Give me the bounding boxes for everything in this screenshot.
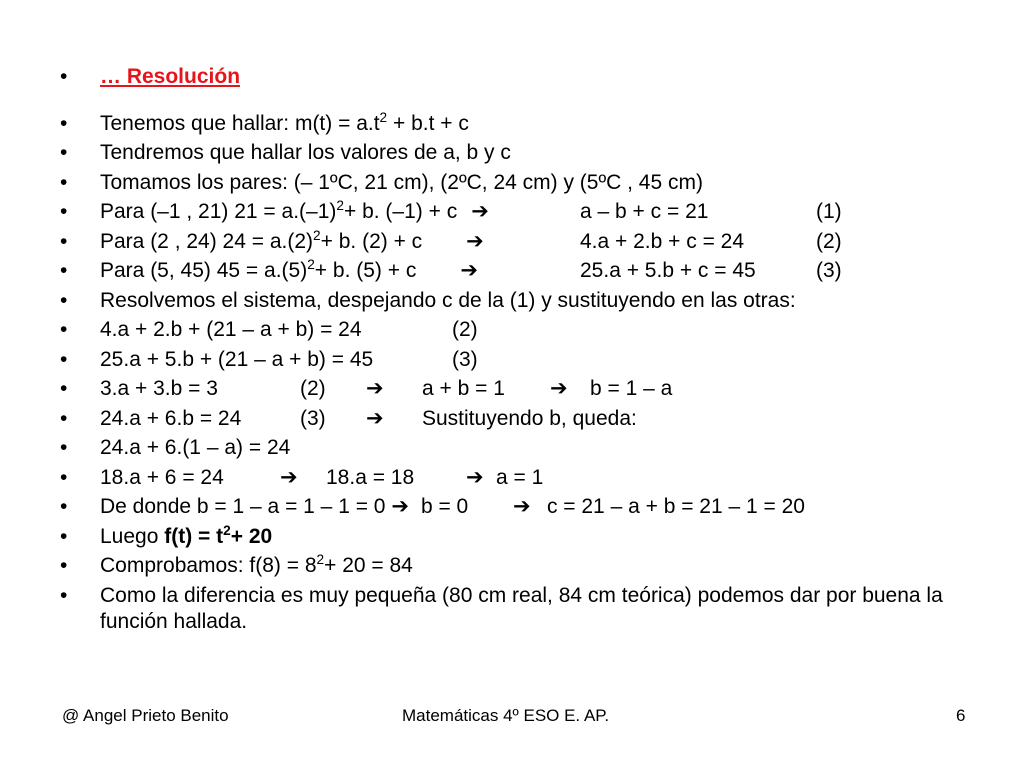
bullet-result-function <box>60 522 1000 552</box>
bullet-text: Para (–1 , 21) $21 = a.(-1)^2+ b$. (–1) + c ➔ a – b + c = 21 (1) <box>100 197 1000 227</box>
bullet-pair-1 <box>60 197 1000 227</box>
bullet-text: Comprobamos: $f(8) = 8^2+ 20 = 84$ <box>100 551 413 577</box>
bullet-text: Tomamos los pares: (– 1ºC, 21 cm), (2ºC, 24 cm) y (5ºC , 45 cm) <box>100 170 703 194</box>
bullet-dot: • <box>60 583 68 607</box>
bullet-equation-form <box>60 109 1000 139</box>
bullet-substitution-2 <box>60 315 1000 345</box>
bullet-dot: • <box>60 406 68 430</box>
bullet-dot: • <box>60 436 68 459</box>
bullet-text: Tendremos que hallar los valores de a, b y c <box>100 141 511 164</box>
bullet-text: De donde b = 1 – a = 1 – 1 = 0 ➔ b = 0 ➔ c = 21 – a + b = 21 – 1 = 20 <box>100 492 1000 522</box>
arrow-icon: ➔ <box>466 228 484 253</box>
slide-heading: … Resolución <box>100 65 241 88</box>
arrow-icon: ➔ <box>512 494 531 518</box>
equation-number: (3) <box>452 347 478 371</box>
superscript: 2 <box>316 551 325 567</box>
bullet-text: 25.a + 5.b + (21 – a + b) = 45 (3) <box>100 347 478 371</box>
bullet-dot: • <box>60 111 68 135</box>
bullet-text: Luego $f(t) = t^2+ 20$ <box>100 522 273 548</box>
equation-number: (1) <box>816 200 842 223</box>
bullet-text: Resolvemos el sistema, despejando c de la (1) y sustituyendo en las otras: <box>100 288 796 312</box>
bullet-dot: • <box>60 170 68 194</box>
bullet-dot: • <box>60 318 68 341</box>
bullet-text: 4.a + 2.b + (21 – a + b) = 24 (2) <box>100 318 478 341</box>
bullet-dot: • <box>60 229 68 253</box>
bullet-dot: • <box>60 259 68 282</box>
superscript: 2 <box>313 227 321 243</box>
bullet-substitution-3 <box>60 345 1000 375</box>
slide-content <box>60 62 1000 635</box>
bullet-pair-2 <box>60 227 1000 257</box>
bullet-dot: • <box>60 524 68 548</box>
bullet-text: Para (2 , 24) $24 = a.(2)^2+ b$. (2) + c ➔ 4.a + 2.b + c = 24 (2) <box>100 227 1000 257</box>
bullet-dot: • <box>60 288 68 312</box>
bullet-pairs <box>60 168 1000 198</box>
bullet-text: Tenemos que hallar: $m(t) = a.t^2 + b.t + c$ <box>100 109 469 135</box>
bullet-check <box>60 551 1000 581</box>
bullet-text: 24.a + 6.b = 24 (3) ➔ Sustituyendo b, queda: <box>100 404 1000 434</box>
bullet-pair-3 <box>60 256 1000 286</box>
arrow-icon: ➔ <box>366 405 384 430</box>
bullet-solve-system <box>60 286 1000 316</box>
equation-number: (3) <box>300 406 326 430</box>
superscript: 2 <box>379 109 388 125</box>
bullet-dot: • <box>60 347 68 371</box>
superscript: 2 <box>223 522 231 538</box>
equation-result: 25.a + 5.b + c = 45 <box>580 259 756 282</box>
bullet-conclusion <box>60 581 1000 635</box>
bullet-text: 3.a + 3.b = 3 (2) ➔ a + b = 1 ➔ b = 1 – a <box>100 374 1000 404</box>
bullet-dot: • <box>60 554 68 577</box>
superscript: 2 <box>307 256 315 272</box>
bullet-text: Como la diferencia es muy pequeña (80 cm real, 84 cm teórica) podemos dar por buena la función hallada. <box>100 583 943 633</box>
footer-page-number: 6 <box>956 706 966 725</box>
bullet-text: Para (5, 45) $45 = a.(5)^2+ b$. (5) + c ➔ 25.a + 5.b + c = 45 (3) <box>100 256 1000 286</box>
arrow-icon: ➔ <box>550 376 568 400</box>
arrow-icon: ➔ <box>466 464 484 489</box>
arrow-icon: ➔ <box>460 258 478 282</box>
bullet-simplify-2 <box>60 374 1000 404</box>
superscript: 2 <box>336 197 344 213</box>
bullet-dot: • <box>60 465 68 489</box>
bullet-dot: • <box>60 141 68 164</box>
bullet-text: 24.a + 6.(1 – a) = 24 <box>100 436 291 459</box>
bullet-dot: • <box>60 377 68 400</box>
bullet-text: 18.a + 6 = 24 ➔ 18.a = 18 ➔ a = 1 <box>100 463 1000 493</box>
footer-author: @ Angel Prieto Benito <box>62 706 229 725</box>
equation-number: (2) <box>452 318 478 341</box>
arrow-icon: ➔ <box>471 199 489 223</box>
bullet-heading <box>60 62 1000 92</box>
bullet-dot: • <box>60 495 68 518</box>
bullet-find-values <box>60 138 1000 168</box>
equation-number: (2) <box>300 377 326 400</box>
bullet-solve-a <box>60 463 1000 493</box>
footer-course: Matemáticas 4º ESO E. AP. <box>402 706 610 725</box>
slide-footer <box>0 706 1024 732</box>
equation-number: (3) <box>816 259 842 282</box>
bullet-dot: • <box>60 65 68 88</box>
arrow-icon: ➔ <box>391 494 409 518</box>
bullet-dot: • <box>60 200 68 223</box>
bullet-simplify-3 <box>60 404 1000 434</box>
bullet-substitute-b <box>60 433 1000 463</box>
equation-result: a – b + c = 21 <box>580 200 709 223</box>
equation-result: 4.a + 2.b + c = 24 <box>580 229 745 253</box>
bullet-solve-b-c <box>60 492 1000 522</box>
arrow-icon: ➔ <box>366 376 384 400</box>
equation-number: (2) <box>816 229 842 253</box>
arrow-icon: ➔ <box>280 464 298 489</box>
